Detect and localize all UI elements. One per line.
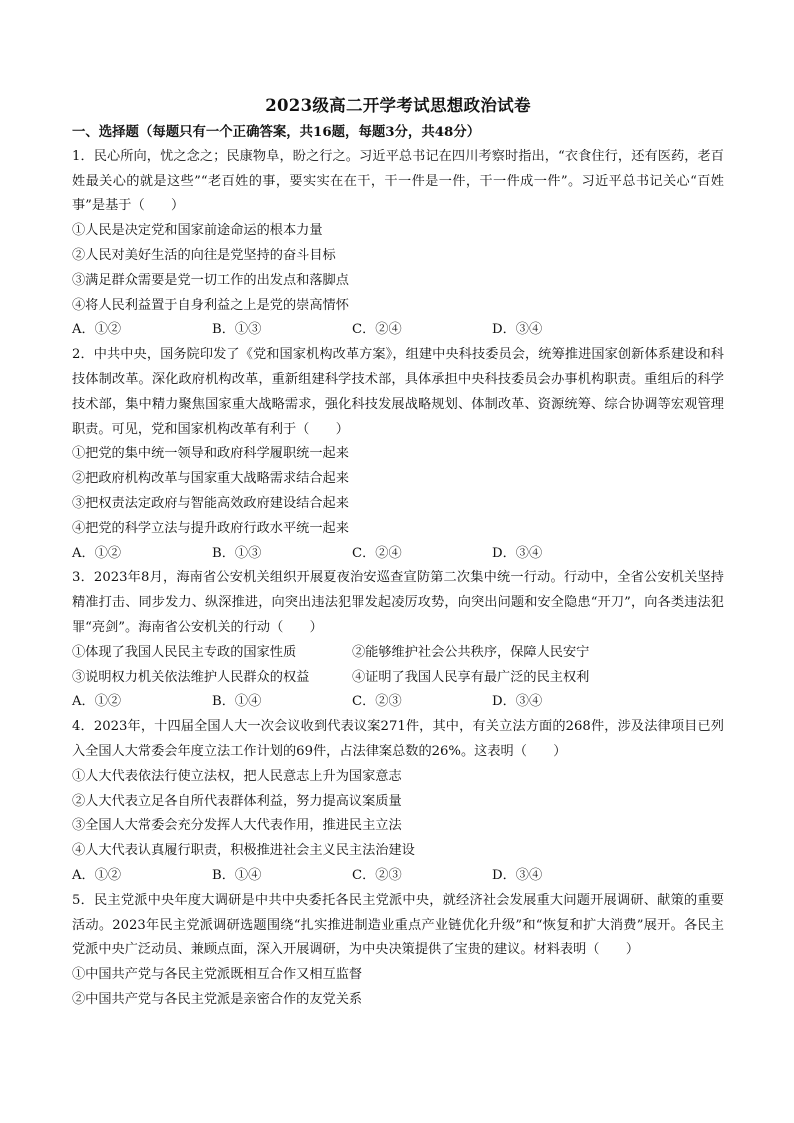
statement: ③满足群众需要是党一切工作的出发点和落脚点 bbox=[72, 272, 349, 288]
question-stem: 2．中共中央，国务院印发了《党和国家机构改革方案》，组建中央科技委员会，统筹推进国家创新体系建设和科技体制改革。深化政府机构改革，重新组建科学技术部，具体承担中央科技委员会办事机构职责。重组后的科学技术部，集中精力聚焦国家重大战略需求，强化科技发展战略规划、体制改革、资源统筹、综合协调等宏观管理职责。可见，党和国家机构改革有利于（ ） bbox=[72, 347, 724, 437]
question-stem: 4．2023年，十四届全国人大一次会议收到代表议案271件，其中，有关立法方面的268件，涉及法律项目已列入全国人大常委会年度立法工作计划的69件，占法律案总数的26%。这表明（ ） bbox=[72, 719, 724, 759]
question-stem: 1．民心所向，忧之念之；民康物阜，盼之行之。习近平总书记在四川考察时指出，“衣食住行，还有医药，老百姓最关心的就是这些”“老百姓的事，要实实在在干，干一件是一件，干一件成一件”。习近平总书记关心“百姓事”是基于（ ） bbox=[72, 148, 724, 214]
statement: ②人民对美好生活的向往是党坚持的奋斗目标 bbox=[72, 247, 336, 263]
statement: ①中国共产党与各民主党派既相互合作又相互监督 bbox=[72, 967, 363, 983]
section-heading: 一、选择题（每题只有一个正确答案，共16题，每题3分，共48分） bbox=[72, 124, 481, 140]
statement: ④证明了我国人民享有最广泛的民主权利 bbox=[352, 669, 590, 685]
statement: ②人大代表立足各自所代表群体利益，努力提高议案质量 bbox=[72, 793, 402, 809]
statement: ①人民是决定党和国家前途命运的根本力量 bbox=[72, 223, 323, 239]
option-c: C．②③ bbox=[352, 694, 402, 710]
statement: ②把政府机构改革与国家重大战略需求结合起来 bbox=[72, 471, 349, 487]
statement: ①体现了我国人民民主专政的国家性质 bbox=[72, 644, 297, 660]
answer-options bbox=[72, 542, 724, 567]
statement: ④人大代表认真履行职责，积极推进社会主义民主法治建设 bbox=[72, 843, 415, 859]
question-stem: 5．民主党派中央年度大调研是中共中央委托各民主党派中央，就经济社会发展重大问题开展调研、献策的重要活动。2023年民主党派调研选题围绕“扎实推进制造业重点产业链优化升级”和“恢复和扩大消费”展开。各民主党派中央广泛动员、兼顾点面，深入开展调研，为中央决策提供了宝贵的建议。材料表明（ ） bbox=[72, 892, 724, 958]
option-b: B．①③ bbox=[212, 545, 262, 561]
option-b: B．①④ bbox=[212, 694, 262, 710]
question-5 bbox=[72, 889, 724, 1013]
statement: ③全国人大常委会充分发挥人大代表作用，推进民主立法 bbox=[72, 818, 402, 834]
option-d: D．③④ bbox=[492, 545, 543, 561]
option-c: C．②④ bbox=[352, 545, 402, 561]
option-a: A．①② bbox=[72, 694, 122, 710]
question-stem: 3．2023年8月，海南省公安机关组织开展夏夜治安巡查宣防第二次集中统一行动。行动中，全省公安机关坚持精准打击、同步发力、纵深推进，向突出违法犯罪发起凌厉攻势，向突出问题和安全隐患“开刀”，向各类违法犯罪“亮剑”。海南省公安机关的行动（ ） bbox=[72, 570, 724, 635]
statement: ③说明权力机关依法维护人民群众的权益 bbox=[72, 669, 310, 685]
answer-options bbox=[72, 318, 724, 343]
statement: ②能够维护社会公共秩序，保障人民安宁 bbox=[352, 644, 590, 660]
statement-row bbox=[72, 666, 724, 691]
statement: ④将人民利益置于自身利益之上是党的崇高情怀 bbox=[72, 297, 349, 313]
exam-title: 2023级高二开学考试思想政治试卷 bbox=[265, 96, 531, 115]
statement: ④把党的科学立法与提升政府行政水平统一起来 bbox=[72, 520, 349, 536]
exam-page bbox=[72, 94, 724, 1013]
question-1 bbox=[72, 145, 724, 343]
question-3 bbox=[72, 566, 724, 715]
option-d: D．③④ bbox=[492, 694, 543, 710]
answer-options bbox=[72, 864, 724, 889]
option-b: B．①③ bbox=[212, 322, 262, 338]
statement: ③把权责法定政府与智能高效政府建设结合起来 bbox=[72, 495, 349, 511]
option-a: A．①② bbox=[72, 867, 122, 883]
statement-row bbox=[72, 641, 724, 666]
option-a: A．①② bbox=[72, 322, 122, 338]
answer-options bbox=[72, 690, 724, 715]
statement: ②中国共产党与各民主党派是亲密合作的友党关系 bbox=[72, 991, 363, 1007]
statement: ①人大代表依法行使立法权，把人民意志上升为国家意志 bbox=[72, 768, 402, 784]
question-2 bbox=[72, 343, 724, 566]
option-a: A．①② bbox=[72, 545, 122, 561]
question-4 bbox=[72, 715, 724, 889]
option-d: D．③④ bbox=[492, 322, 543, 338]
statement: ①把党的集中统一领导和政府科学履职统一起来 bbox=[72, 446, 349, 462]
option-d: D．③④ bbox=[492, 867, 543, 883]
option-c: C．②④ bbox=[352, 322, 402, 338]
option-b: B．①④ bbox=[212, 867, 262, 883]
option-c: C．②③ bbox=[352, 867, 402, 883]
